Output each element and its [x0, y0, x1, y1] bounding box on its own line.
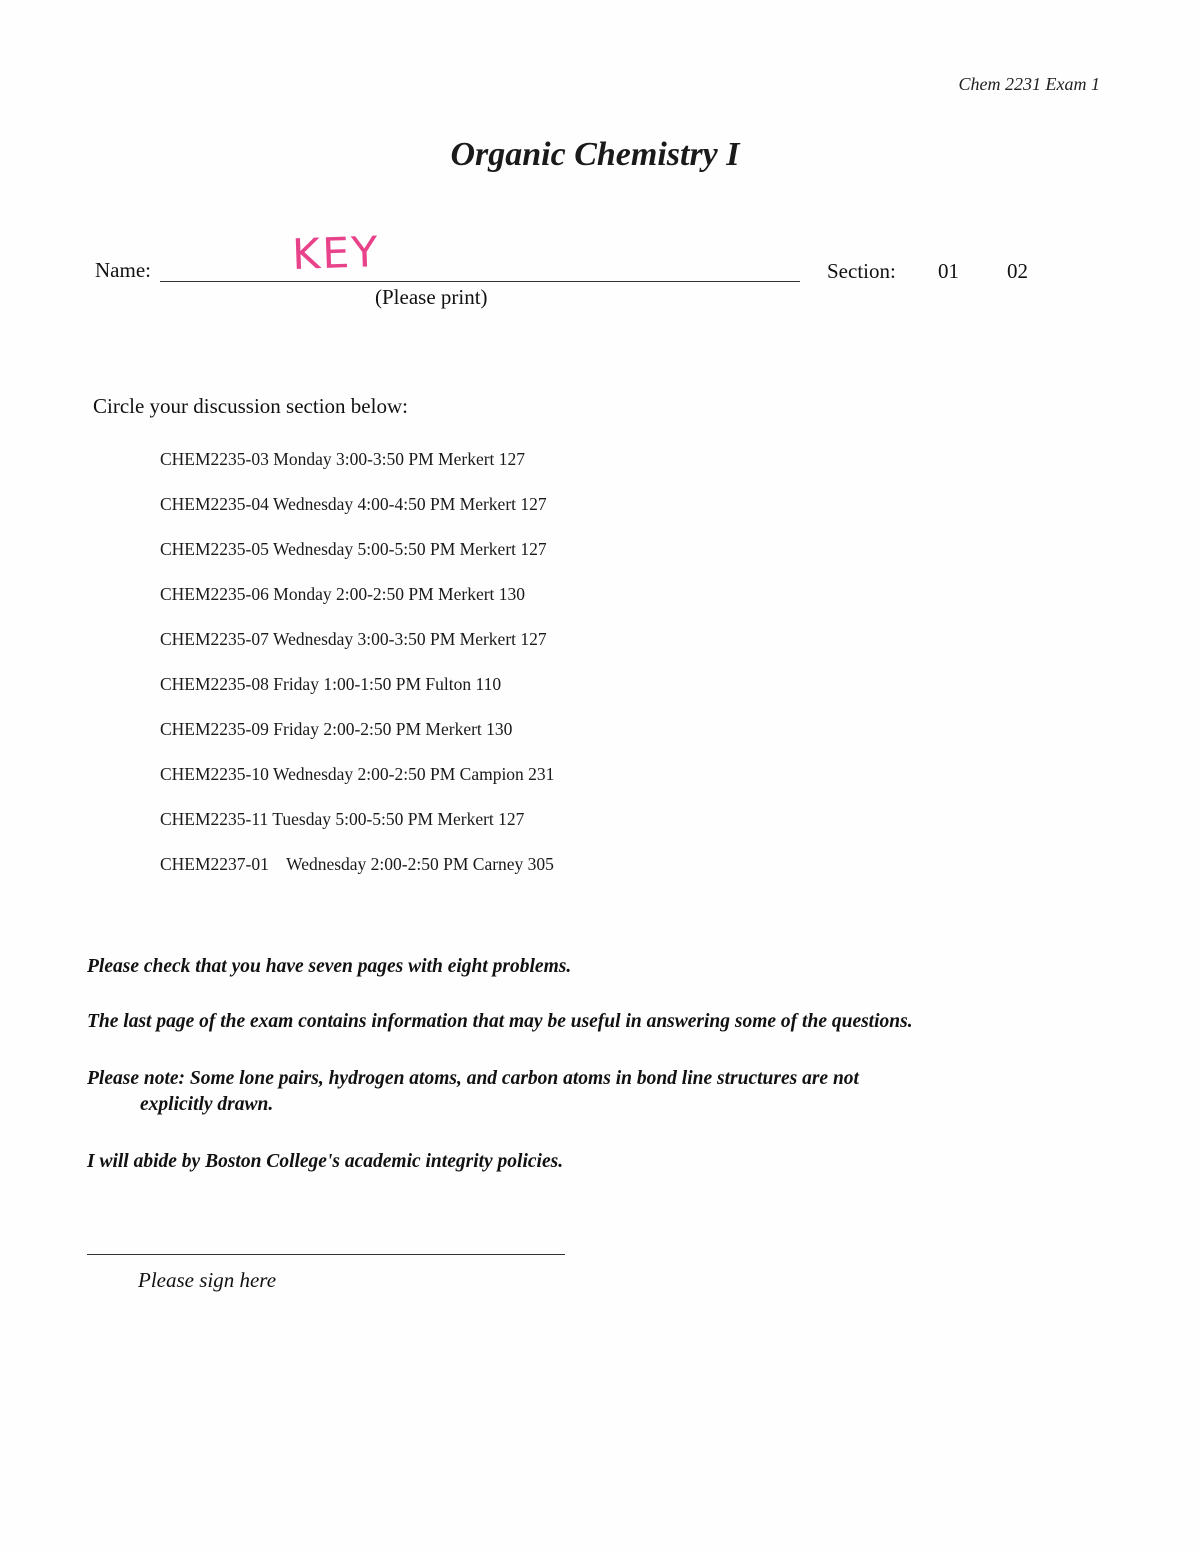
section-label: Section:	[827, 259, 896, 283]
name-input-line[interactable]	[160, 281, 800, 282]
page-title: Organic Chemistry I	[450, 136, 740, 173]
discussion-section-option[interactable]: CHEM2235-09 Friday 2:00-2:50 PM Merkert 130	[160, 719, 513, 739]
signature-label: Please sign here	[138, 1268, 277, 1292]
discussion-section-list	[160, 446, 860, 896]
signature-line[interactable]	[87, 1254, 565, 1255]
discussion-section-option[interactable]: CHEM2235-10 Wednesday 2:00-2:50 PM Campion 231	[160, 764, 555, 784]
discussion-section-option[interactable]: CHEM2237-01 Wednesday 2:00-2:50 PM Carney 305	[160, 854, 554, 874]
discussion-section-option[interactable]: CHEM2235-07 Wednesday 3:00-3:50 PM Merkert 127	[160, 629, 547, 649]
name-value: KEY	[291, 227, 381, 279]
name-hint: (Please print)	[375, 285, 488, 309]
discussion-section-option[interactable]: CHEM2235-05 Wednesday 5:00-5:50 PM Merkert 127	[160, 539, 547, 559]
instruction-note-line1: Please note: Some lone pairs, hydrogen atoms, and carbon atoms in bond line structures are not	[87, 1068, 859, 1089]
instruction-integrity: I will abide by Boston College's academic integrity policies.	[87, 1151, 564, 1172]
instruction-note	[87, 1066, 1117, 1118]
instruction-check-pages: Please check that you have seven pages with eight problems.	[87, 956, 572, 977]
section-option-01[interactable]: 01	[938, 259, 959, 283]
instruction-note-line2: explicitly drawn.	[140, 1094, 274, 1115]
discussion-heading: Circle your discussion section below:	[93, 394, 408, 418]
discussion-section-option[interactable]: CHEM2235-08 Friday 1:00-1:50 PM Fulton 110	[160, 674, 502, 694]
discussion-section-option[interactable]: CHEM2235-04 Wednesday 4:00-4:50 PM Merkert 127	[160, 494, 547, 514]
discussion-section-option[interactable]: CHEM2235-06 Monday 2:00-2:50 PM Merkert 130	[160, 584, 526, 604]
discussion-section-option[interactable]: CHEM2235-03 Monday 3:00-3:50 PM Merkert 127	[160, 449, 526, 469]
name-label: Name:	[95, 258, 151, 282]
instruction-last-page: The last page of the exam contains information that may be useful in answering some of the questions.	[87, 1011, 913, 1032]
course-code: Chem 2231 Exam 1	[958, 74, 1100, 94]
section-option-02[interactable]: 02	[1007, 259, 1028, 283]
discussion-section-option[interactable]: CHEM2235-11 Tuesday 5:00-5:50 PM Merkert 127	[160, 809, 525, 829]
